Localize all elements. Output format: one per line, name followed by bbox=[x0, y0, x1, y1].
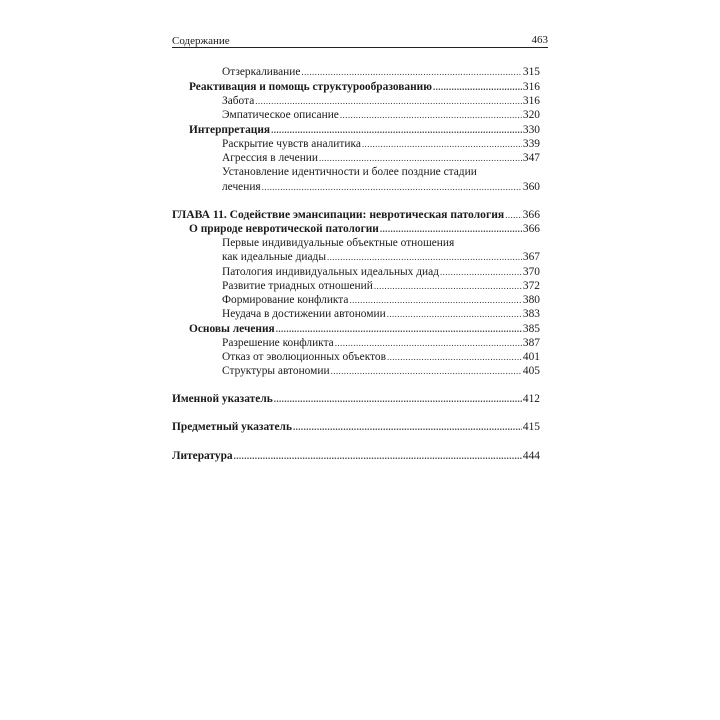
toc-entry-title: Агрессия в лечении bbox=[222, 152, 318, 164]
leader-dots bbox=[331, 364, 522, 378]
toc-entry bbox=[222, 265, 540, 279]
toc-chapter-entry bbox=[172, 208, 540, 222]
toc-entry bbox=[222, 94, 540, 108]
toc-entry-title: Неудача в достижении автономии bbox=[222, 308, 386, 320]
toc-entry-title: Развитие триадных отношений bbox=[222, 280, 373, 292]
toc-entry-title: Забота bbox=[222, 95, 255, 107]
toc-entry bbox=[189, 222, 540, 236]
toc-entry bbox=[172, 449, 540, 463]
toc-entry-page: 316 bbox=[522, 81, 540, 93]
toc-entry bbox=[222, 364, 540, 378]
toc-entry-page: 316 bbox=[522, 95, 540, 107]
toc-entry-page: 444 bbox=[522, 450, 540, 462]
leader-dots bbox=[234, 449, 522, 463]
toc-entry-title-line2: лечения bbox=[222, 181, 261, 193]
leader-dots bbox=[387, 350, 522, 364]
toc-entry bbox=[222, 350, 540, 364]
toc-entry-title-line1: Первые индивидуальные объектные отношения bbox=[222, 237, 455, 249]
leader-dots bbox=[340, 108, 522, 122]
toc-entry-page: 315 bbox=[522, 66, 540, 78]
leader-dots bbox=[262, 180, 522, 194]
toc-entry bbox=[222, 137, 540, 151]
toc-entry-page: 339 bbox=[522, 138, 540, 150]
leader-dots bbox=[335, 336, 522, 350]
toc-entry-title: Эмпатическое описание bbox=[222, 109, 339, 121]
toc-entry-page: 412 bbox=[522, 393, 540, 405]
leader-dots bbox=[327, 250, 522, 264]
toc-entry-title: Разрешение конфликта bbox=[222, 337, 334, 349]
toc-entry bbox=[172, 420, 540, 434]
toc-entry-page: 366 bbox=[522, 208, 540, 221]
leader-dots bbox=[301, 65, 521, 79]
toc-entry bbox=[222, 180, 540, 194]
leader-dots bbox=[374, 279, 522, 293]
toc-entry-title: О природе невротической патологии bbox=[189, 223, 379, 235]
leader-dots bbox=[380, 222, 522, 236]
toc-entry bbox=[222, 336, 540, 350]
toc-entry-page: 383 bbox=[522, 308, 540, 320]
toc-entry bbox=[189, 80, 540, 94]
toc-entry bbox=[222, 293, 540, 307]
toc-entry-title-line1: Установление идентичности и более поздние стадии bbox=[222, 166, 477, 178]
toc-entry-page: 387 bbox=[522, 337, 540, 349]
leader-dots bbox=[433, 80, 522, 94]
leader-dots bbox=[276, 322, 522, 336]
leader-dots bbox=[349, 293, 521, 307]
leader-dots bbox=[440, 265, 522, 279]
toc-entry bbox=[222, 307, 540, 321]
leader-dots bbox=[319, 151, 522, 165]
toc-entry bbox=[222, 65, 540, 79]
toc-entry-page: 372 bbox=[522, 280, 540, 292]
toc-entry-page: 370 bbox=[522, 266, 540, 278]
toc-entry-page: 360 bbox=[522, 181, 540, 193]
toc-entry bbox=[172, 392, 540, 406]
toc-entry-title: Предметный указатель bbox=[172, 421, 292, 433]
toc-entry-title: Отказ от эволюционных объектов bbox=[222, 351, 386, 363]
toc-entry-page: 380 bbox=[522, 294, 540, 306]
toc-entry-title: Отзеркаливание bbox=[222, 66, 301, 78]
toc-entry-title: Именной указатель bbox=[172, 393, 273, 405]
toc-entry-title: ГЛАВА 11. Содействие эмансипации: невротическая патология bbox=[172, 208, 505, 221]
page-number: 463 bbox=[531, 34, 548, 46]
toc-entry-page: 385 bbox=[522, 323, 540, 335]
leader-dots bbox=[274, 392, 522, 406]
header-rule bbox=[172, 47, 548, 48]
toc-entry-page: 401 bbox=[522, 351, 540, 363]
toc-entry bbox=[222, 250, 540, 264]
toc-entry-title: Структуры автономии bbox=[222, 365, 330, 377]
toc-entry-title: Формирование конфликта bbox=[222, 294, 349, 306]
toc-entry bbox=[222, 279, 540, 293]
leader-dots bbox=[362, 137, 522, 151]
running-header-title: Содержание bbox=[172, 35, 230, 47]
toc-entry-title: Реактивация и помощь структурообразованию bbox=[189, 81, 432, 93]
toc-entry-title: Литература bbox=[172, 450, 233, 462]
toc-entry-page: 367 bbox=[522, 251, 540, 263]
toc-entry bbox=[189, 123, 540, 137]
toc-entry-title: Патология индивидуальных идеальных диад bbox=[222, 266, 439, 278]
toc-entry-page: 405 bbox=[522, 365, 540, 377]
toc-entry-page: 347 bbox=[522, 152, 540, 164]
toc-entry-page: 320 bbox=[522, 109, 540, 121]
leader-dots bbox=[255, 94, 522, 108]
toc-entry bbox=[222, 151, 540, 165]
leader-dots bbox=[505, 208, 521, 222]
toc-entry-title: Основы лечения bbox=[189, 323, 275, 335]
toc-entry-title-line2: как идеальные диады bbox=[222, 251, 326, 263]
toc-entry bbox=[222, 108, 540, 122]
toc-entry-page: 330 bbox=[522, 124, 540, 136]
toc-entry-title: Интерпретация bbox=[189, 124, 271, 136]
toc-entry-title: Раскрытие чувств аналитика bbox=[222, 138, 361, 150]
toc-entry-page: 366 bbox=[522, 223, 540, 235]
toc-entry bbox=[189, 322, 540, 336]
leader-dots bbox=[271, 123, 522, 137]
toc-entry-page: 415 bbox=[522, 421, 540, 433]
leader-dots bbox=[293, 420, 522, 434]
leader-dots bbox=[387, 307, 522, 321]
